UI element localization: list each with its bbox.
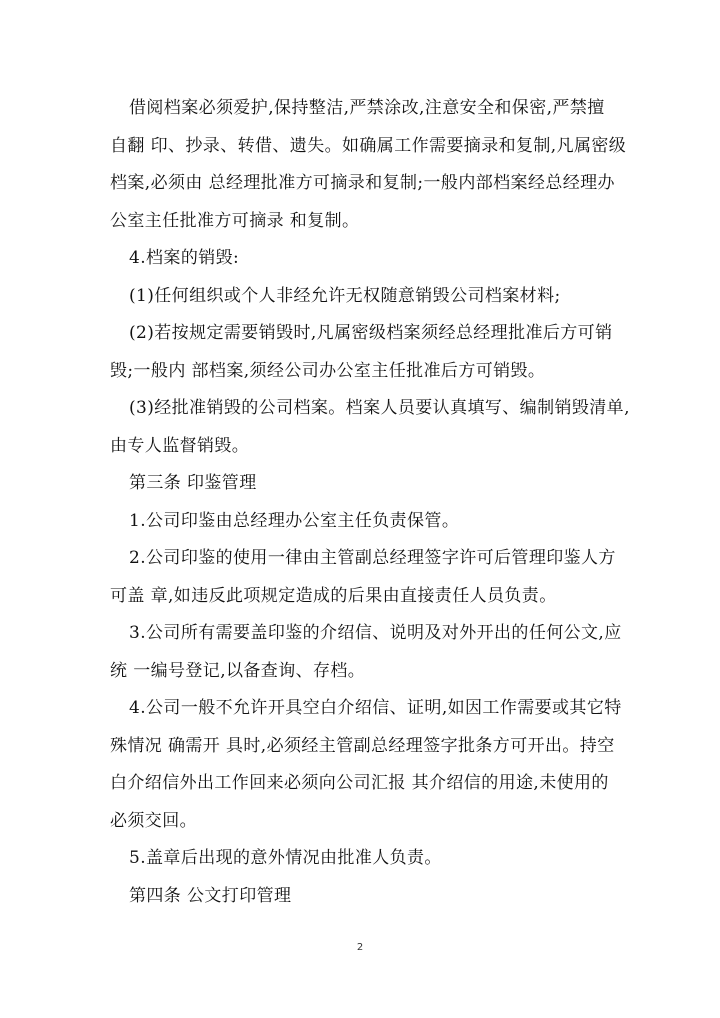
text-line: (1)任何组织或个人非经允许无权随意销毁公司档案材料; (129, 285, 561, 306)
text-line: 3.公司所有需要盖印鉴的介绍信、说明及对外开出的任何公文,应 (129, 623, 622, 643)
list-item-destruction-1 (110, 278, 625, 316)
text-line: 必须交回。 (110, 810, 197, 831)
text-line: 白介绍信外出工作回来必须向公司汇报 其介绍信的用途,未使用的 (110, 773, 609, 793)
seal-rule-1 (110, 503, 625, 541)
heading-archive-destruction (110, 240, 625, 278)
seal-rule-3 (110, 615, 625, 690)
text-line: (3)经批准销毁的公司档案。档案人员要认真填写、编制销毁清单, (129, 398, 630, 418)
text-line: (2)若按规定需要销毁时,凡属密级档案须经总经理批准后方可销 (129, 323, 613, 343)
text-line: 第三条 印鉴管理 (129, 473, 257, 493)
text-line: 1.公司印鉴由总经理办公室主任负责保管。 (129, 510, 460, 531)
text-line: 4.档案的销毁: (129, 248, 240, 268)
page-number: 2 (356, 942, 364, 953)
list-item-destruction-3 (110, 390, 630, 465)
section-heading-document-printing (110, 878, 625, 916)
seal-rule-2 (110, 540, 625, 615)
text-line: 2.公司印鉴的使用一律由主管副总经理签字许可后管理印鉴人方 (129, 548, 616, 568)
text-line: 殊情况 确需开 具时,必须经主管副总经理签字批条方可开出。持空 (110, 735, 615, 756)
text-line: 第四条 公文打印管理 (129, 885, 292, 906)
text-line: 自翻 印、抄录、转借、遗失。如确属工作需要摘录和复制,凡属密级 (110, 135, 627, 156)
text-line: 可盖 章,如违反此项规定造成的后果由直接责任人员负责。 (110, 585, 557, 606)
text-line: 统 一编号登记,以备查询、存档。 (110, 660, 366, 681)
text-line: 由专人监督销毁。 (110, 435, 250, 456)
text-line: 毁;一般内 部档案,须经公司办公室主任批准后方可销毁。 (110, 360, 546, 381)
text-line: 4.公司一般不允许开具空白介绍信、证明,如因工作需要或其它特 (129, 698, 622, 718)
text-line: 档案,必须由 总经理批准方可摘录和复制;一般内部档案经总经理办 (110, 173, 615, 193)
seal-rule-4 (110, 690, 625, 840)
document-body (110, 90, 630, 915)
paragraph-archive-borrowing (110, 90, 625, 240)
text-line: 公室主任批准方可摘录 和复制。 (110, 210, 360, 231)
list-item-destruction-2 (110, 315, 625, 390)
seal-rule-5 (110, 840, 625, 878)
text-line: 借阅档案必须爱护,保持整洁,严禁涂改,注意安全和保密,严禁擅 (129, 98, 605, 118)
section-heading-seal-management (110, 465, 625, 503)
text-line: 5.盖章后出现的意外情况由批准人负责。 (129, 848, 442, 868)
